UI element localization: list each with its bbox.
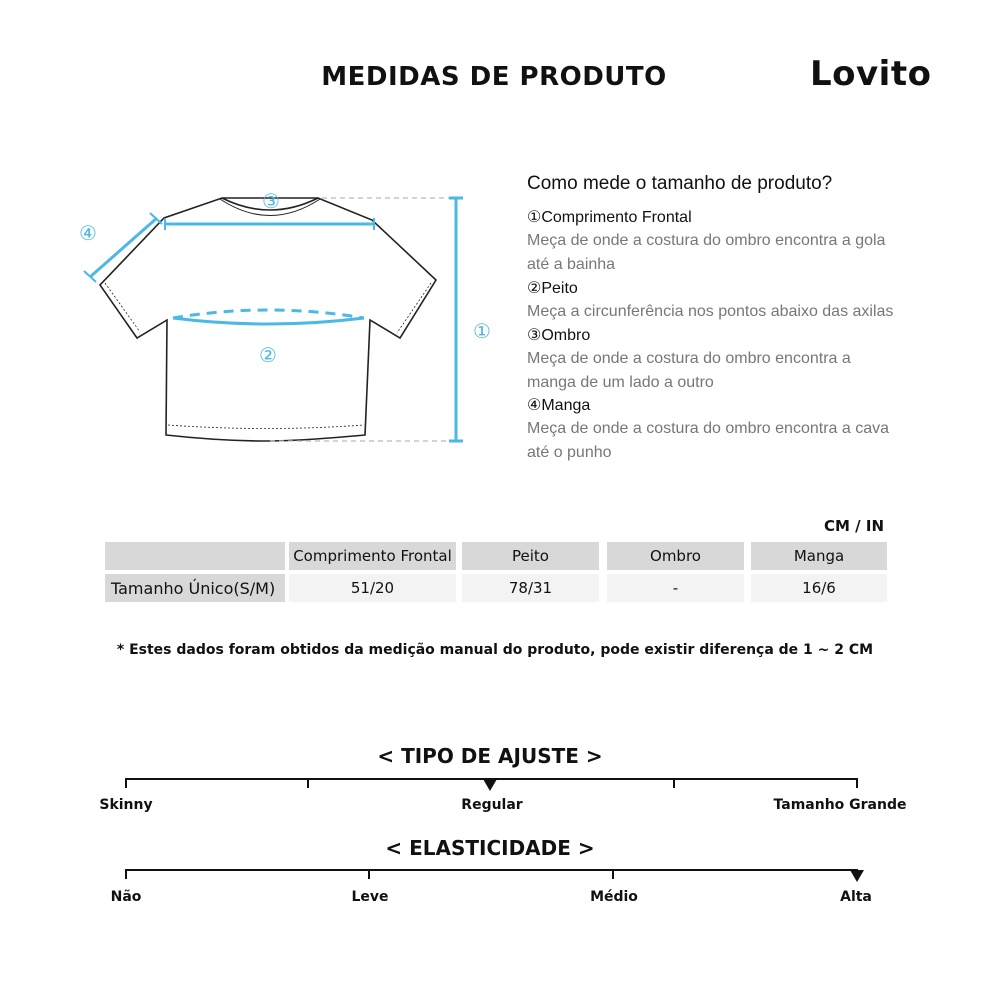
table-header-chest: Peito (462, 542, 599, 570)
measure-item-sleeve (527, 394, 927, 465)
table-cell-sleeve: 16/6 (751, 574, 887, 602)
elasticity-label-high: Alta (840, 889, 872, 905)
fit-label-plus-size: Tamanho Grande (773, 797, 907, 813)
measure-description: Meça de onde a costura do ombro encontra a cava (527, 420, 889, 437)
measurement-note: * Estes dados foram obtidos da medição manual do produto, pode existir diferença de 1 ~ 2 CM (116, 642, 874, 658)
elasticity-scale-tick (612, 869, 614, 879)
fit-scale-tick (307, 778, 309, 788)
table-header-length: Comprimento Frontal (289, 542, 456, 570)
measure-description: Meça de onde a costura do ombro encontra a gola (527, 232, 886, 249)
shoulder-label: ③ (262, 189, 280, 213)
table-cell-chest: 78/31 (462, 574, 599, 602)
length-label: ① (473, 319, 491, 343)
measure-description: manga de um lado a outro (527, 374, 714, 391)
measure-name: ①Comprimento Frontal (527, 209, 692, 226)
table-header-shoulder: Ombro (607, 542, 744, 570)
measure-name: ③Ombro (527, 327, 591, 344)
measure-description: até o punho (527, 444, 612, 461)
measure-description: Meça a circunferência nos pontos abaixo das axilas (527, 303, 894, 320)
measure-description: Meça de onde a costura do ombro encontra a (527, 350, 851, 367)
page-title: MEDIDAS DE PRODUTO (321, 62, 667, 92)
table-header-sleeve: Manga (751, 542, 887, 570)
table-header-empty (105, 542, 285, 570)
fit-scale-tick (856, 778, 858, 788)
elasticity-scale-tick (125, 869, 127, 879)
fit-scale-marker (483, 779, 497, 791)
fit-scale-tick (125, 778, 127, 788)
elasticity-scale-line (125, 869, 858, 871)
brand-logo: Lovito (810, 54, 932, 94)
measure-description: até a bainha (527, 256, 616, 273)
table-cell-shoulder: - (607, 574, 744, 602)
table-cell-length: 51/20 (289, 574, 456, 602)
tshirt-measurement-diagram (60, 170, 520, 470)
elasticity-scale-marker (850, 870, 864, 882)
measure-item-shoulder (527, 324, 927, 395)
how-to-measure-title: Como mede o tamanho de produto? (527, 173, 833, 194)
table-row-label: Tamanho Único(S/M) (105, 574, 285, 602)
measure-name: ④Manga (527, 397, 591, 414)
elasticity-label-medium: Médio (590, 889, 638, 905)
unit-label: CM / IN (824, 517, 884, 535)
elasticity-label-light: Leve (351, 889, 389, 905)
sleeve-label: ④ (79, 221, 97, 245)
tshirt-outline (100, 198, 436, 441)
elasticity-scale-tick (368, 869, 370, 879)
elasticity-scale-title: < ELASTICIDADE > (385, 836, 595, 860)
fit-scale-title: < TIPO DE AJUSTE > (377, 744, 603, 768)
chest-label: ② (259, 343, 277, 367)
measure-item-length (527, 206, 927, 277)
measure-item-chest (527, 277, 927, 324)
elasticity-label-none: Não (110, 889, 142, 905)
fit-label-regular: Regular (461, 797, 523, 813)
measure-name: ②Peito (527, 280, 578, 297)
fit-label-skinny: Skinny (99, 797, 153, 813)
fit-scale-tick (673, 778, 675, 788)
